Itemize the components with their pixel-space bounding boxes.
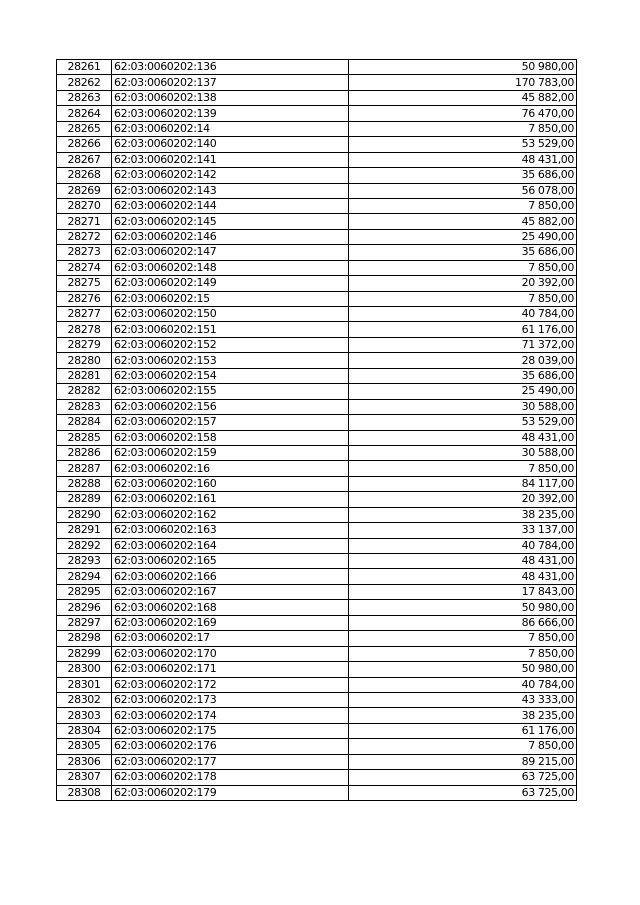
- table-row: [57, 631, 577, 646]
- row-number-cell: 28303: [57, 708, 112, 723]
- row-number-cell: 28271: [57, 214, 112, 229]
- row-number-cell: 28276: [57, 291, 112, 306]
- row-number-cell: 28281: [57, 368, 112, 383]
- cadastral-value-cell: 56 078,00: [349, 183, 577, 198]
- row-number-cell: 28284: [57, 415, 112, 430]
- cadastral-value-cell: 7 850,00: [349, 121, 577, 136]
- cadastral-value-cell: 50 980,00: [349, 60, 577, 75]
- cadastral-number-cell: 62:03:0060202:141: [112, 152, 349, 167]
- row-number-cell: 28287: [57, 461, 112, 476]
- table-row: [57, 600, 577, 615]
- cadastral-value-cell: 170 783,00: [349, 75, 577, 90]
- cadastral-value-cell: 40 784,00: [349, 677, 577, 692]
- cadastral-number-cell: 62:03:0060202:176: [112, 739, 349, 754]
- table-row: [57, 615, 577, 630]
- cadastral-number-cell: 62:03:0060202:159: [112, 445, 349, 460]
- row-number-cell: 28278: [57, 322, 112, 337]
- row-number-cell: 28274: [57, 260, 112, 275]
- cadastral-number-cell: 62:03:0060202:153: [112, 353, 349, 368]
- table-row: [57, 461, 577, 476]
- row-number-cell: 28289: [57, 492, 112, 507]
- table-row: [57, 677, 577, 692]
- cadastral-value-cell: 17 843,00: [349, 584, 577, 599]
- row-number-cell: 28298: [57, 631, 112, 646]
- row-number-cell: 28266: [57, 137, 112, 152]
- cadastral-number-cell: 62:03:0060202:152: [112, 337, 349, 352]
- table-row: [57, 646, 577, 661]
- cadastral-value-cell: 89 215,00: [349, 754, 577, 769]
- cadastral-number-cell: 62:03:0060202:158: [112, 430, 349, 445]
- row-number-cell: 28279: [57, 337, 112, 352]
- cadastral-value-cell: 20 392,00: [349, 492, 577, 507]
- table-row: [57, 291, 577, 306]
- cadastral-value-cell: 48 431,00: [349, 554, 577, 569]
- row-number-cell: 28273: [57, 245, 112, 260]
- row-number-cell: 28261: [57, 60, 112, 75]
- cadastral-value-cell: 84 117,00: [349, 476, 577, 491]
- cadastral-value-cell: 7 850,00: [349, 646, 577, 661]
- cadastral-value-cell: 7 850,00: [349, 198, 577, 213]
- cadastral-number-cell: 62:03:0060202:171: [112, 662, 349, 677]
- cadastral-value-cell: 30 588,00: [349, 399, 577, 414]
- cadastral-value-cell: 40 784,00: [349, 307, 577, 322]
- row-number-cell: 28286: [57, 445, 112, 460]
- cadastral-value-cell: 7 850,00: [349, 291, 577, 306]
- row-number-cell: 28263: [57, 90, 112, 105]
- row-number-cell: 28288: [57, 476, 112, 491]
- cadastral-value-cell: 35 686,00: [349, 245, 577, 260]
- table-body: [57, 60, 577, 801]
- cadastral-value-cell: 7 850,00: [349, 631, 577, 646]
- table-row: [57, 708, 577, 723]
- row-number-cell: 28294: [57, 569, 112, 584]
- cadastral-number-cell: 62:03:0060202:145: [112, 214, 349, 229]
- table-row: [57, 75, 577, 90]
- table-row: [57, 60, 577, 75]
- cadastral-value-cell: 33 137,00: [349, 523, 577, 538]
- table-row: [57, 430, 577, 445]
- table-row: [57, 229, 577, 244]
- table-row: [57, 584, 577, 599]
- cadastral-number-cell: 62:03:0060202:167: [112, 584, 349, 599]
- cadastral-number-cell: 62:03:0060202:160: [112, 476, 349, 491]
- table-row: [57, 260, 577, 275]
- cadastral-number-cell: 62:03:0060202:146: [112, 229, 349, 244]
- cadastral-value-cell: 61 176,00: [349, 723, 577, 738]
- table-row: [57, 245, 577, 260]
- table-row: [57, 121, 577, 136]
- table-row: [57, 723, 577, 738]
- cadastral-number-cell: 62:03:0060202:148: [112, 260, 349, 275]
- cadastral-number-cell: 62:03:0060202:156: [112, 399, 349, 414]
- table-row: [57, 754, 577, 769]
- row-number-cell: 28300: [57, 662, 112, 677]
- row-number-cell: 28283: [57, 399, 112, 414]
- table-row: [57, 523, 577, 538]
- row-number-cell: 28304: [57, 723, 112, 738]
- cadastral-number-cell: 62:03:0060202:139: [112, 106, 349, 121]
- cadastral-number-cell: 62:03:0060202:15: [112, 291, 349, 306]
- cadastral-value-cell: 7 850,00: [349, 260, 577, 275]
- row-number-cell: 28282: [57, 384, 112, 399]
- row-number-cell: 28277: [57, 307, 112, 322]
- cadastral-value-cell: 7 850,00: [349, 461, 577, 476]
- table-row: [57, 554, 577, 569]
- cadastral-value-cell: 25 490,00: [349, 229, 577, 244]
- row-number-cell: 28275: [57, 276, 112, 291]
- cadastral-number-cell: 62:03:0060202:137: [112, 75, 349, 90]
- table-row: [57, 538, 577, 553]
- cadastral-value-cell: 35 686,00: [349, 168, 577, 183]
- cadastral-number-cell: 62:03:0060202:16: [112, 461, 349, 476]
- table-row: [57, 476, 577, 491]
- cadastral-number-cell: 62:03:0060202:164: [112, 538, 349, 553]
- table-row: [57, 353, 577, 368]
- cadastral-number-cell: 62:03:0060202:163: [112, 523, 349, 538]
- cadastral-number-cell: 62:03:0060202:14: [112, 121, 349, 136]
- table-row: [57, 692, 577, 707]
- cadastral-number-cell: 62:03:0060202:179: [112, 785, 349, 800]
- table-row: [57, 368, 577, 383]
- cadastral-number-cell: 62:03:0060202:165: [112, 554, 349, 569]
- cadastral-value-cell: 61 176,00: [349, 322, 577, 337]
- cadastral-value-cell: 45 882,00: [349, 90, 577, 105]
- row-number-cell: 28265: [57, 121, 112, 136]
- cadastral-number-cell: 62:03:0060202:177: [112, 754, 349, 769]
- row-number-cell: 28262: [57, 75, 112, 90]
- table-row: [57, 445, 577, 460]
- cadastral-value-cell: 50 980,00: [349, 662, 577, 677]
- cadastral-number-cell: 62:03:0060202:161: [112, 492, 349, 507]
- cadastral-value-table: [56, 59, 577, 801]
- table-row: [57, 183, 577, 198]
- cadastral-value-cell: 30 588,00: [349, 445, 577, 460]
- row-number-cell: 28280: [57, 353, 112, 368]
- cadastral-number-cell: 62:03:0060202:136: [112, 60, 349, 75]
- table-row: [57, 106, 577, 121]
- row-number-cell: 28307: [57, 770, 112, 785]
- cadastral-number-cell: 62:03:0060202:168: [112, 600, 349, 615]
- row-number-cell: 28285: [57, 430, 112, 445]
- row-number-cell: 28308: [57, 785, 112, 800]
- table-row: [57, 198, 577, 213]
- table-row: [57, 337, 577, 352]
- table-row: [57, 214, 577, 229]
- cadastral-number-cell: 62:03:0060202:149: [112, 276, 349, 291]
- cadastral-value-cell: 7 850,00: [349, 739, 577, 754]
- row-number-cell: 28269: [57, 183, 112, 198]
- cadastral-number-cell: 62:03:0060202:175: [112, 723, 349, 738]
- cadastral-value-cell: 35 686,00: [349, 368, 577, 383]
- cadastral-number-cell: 62:03:0060202:173: [112, 692, 349, 707]
- table-row: [57, 307, 577, 322]
- cadastral-value-cell: 38 235,00: [349, 507, 577, 522]
- row-number-cell: 28301: [57, 677, 112, 692]
- cadastral-number-cell: 62:03:0060202:144: [112, 198, 349, 213]
- row-number-cell: 28305: [57, 739, 112, 754]
- row-number-cell: 28267: [57, 152, 112, 167]
- table-row: [57, 569, 577, 584]
- cadastral-number-cell: 62:03:0060202:169: [112, 615, 349, 630]
- cadastral-number-cell: 62:03:0060202:178: [112, 770, 349, 785]
- cadastral-value-cell: 43 333,00: [349, 692, 577, 707]
- table-row: [57, 90, 577, 105]
- cadastral-number-cell: 62:03:0060202:138: [112, 90, 349, 105]
- cadastral-value-cell: 40 784,00: [349, 538, 577, 553]
- table-row: [57, 384, 577, 399]
- cadastral-value-cell: 28 039,00: [349, 353, 577, 368]
- cadastral-value-cell: 50 980,00: [349, 600, 577, 615]
- table-row: [57, 276, 577, 291]
- cadastral-value-cell: 45 882,00: [349, 214, 577, 229]
- row-number-cell: 28296: [57, 600, 112, 615]
- cadastral-value-cell: 25 490,00: [349, 384, 577, 399]
- row-number-cell: 28302: [57, 692, 112, 707]
- cadastral-number-cell: 62:03:0060202:142: [112, 168, 349, 183]
- table-row: [57, 662, 577, 677]
- cadastral-value-cell: 20 392,00: [349, 276, 577, 291]
- table-row: [57, 492, 577, 507]
- row-number-cell: 28268: [57, 168, 112, 183]
- cadastral-number-cell: 62:03:0060202:157: [112, 415, 349, 430]
- cadastral-value-cell: 48 431,00: [349, 569, 577, 584]
- cadastral-number-cell: 62:03:0060202:140: [112, 137, 349, 152]
- cadastral-number-cell: 62:03:0060202:147: [112, 245, 349, 260]
- table-row: [57, 399, 577, 414]
- row-number-cell: 28291: [57, 523, 112, 538]
- cadastral-value-cell: 53 529,00: [349, 415, 577, 430]
- row-number-cell: 28292: [57, 538, 112, 553]
- table-row: [57, 739, 577, 754]
- table-row: [57, 507, 577, 522]
- table-row: [57, 322, 577, 337]
- table-row: [57, 137, 577, 152]
- row-number-cell: 28264: [57, 106, 112, 121]
- cadastral-number-cell: 62:03:0060202:162: [112, 507, 349, 522]
- cadastral-number-cell: 62:03:0060202:143: [112, 183, 349, 198]
- cadastral-value-cell: 48 431,00: [349, 430, 577, 445]
- row-number-cell: 28290: [57, 507, 112, 522]
- row-number-cell: 28297: [57, 615, 112, 630]
- cadastral-number-cell: 62:03:0060202:17: [112, 631, 349, 646]
- cadastral-number-cell: 62:03:0060202:166: [112, 569, 349, 584]
- row-number-cell: 28295: [57, 584, 112, 599]
- row-number-cell: 28299: [57, 646, 112, 661]
- row-number-cell: 28306: [57, 754, 112, 769]
- table-row: [57, 785, 577, 800]
- row-number-cell: 28270: [57, 198, 112, 213]
- cadastral-value-cell: 63 725,00: [349, 770, 577, 785]
- cadastral-value-cell: 48 431,00: [349, 152, 577, 167]
- table-row: [57, 168, 577, 183]
- cadastral-number-cell: 62:03:0060202:154: [112, 368, 349, 383]
- cadastral-number-cell: 62:03:0060202:174: [112, 708, 349, 723]
- cadastral-number-cell: 62:03:0060202:172: [112, 677, 349, 692]
- cadastral-value-cell: 71 372,00: [349, 337, 577, 352]
- table-row: [57, 152, 577, 167]
- table-row: [57, 770, 577, 785]
- row-number-cell: 28272: [57, 229, 112, 244]
- cadastral-value-cell: 86 666,00: [349, 615, 577, 630]
- cadastral-value-cell: 53 529,00: [349, 137, 577, 152]
- cadastral-number-cell: 62:03:0060202:155: [112, 384, 349, 399]
- table-row: [57, 415, 577, 430]
- row-number-cell: 28293: [57, 554, 112, 569]
- cadastral-number-cell: 62:03:0060202:151: [112, 322, 349, 337]
- cadastral-value-cell: 76 470,00: [349, 106, 577, 121]
- cadastral-number-cell: 62:03:0060202:170: [112, 646, 349, 661]
- cadastral-value-cell: 63 725,00: [349, 785, 577, 800]
- cadastral-number-cell: 62:03:0060202:150: [112, 307, 349, 322]
- cadastral-value-cell: 38 235,00: [349, 708, 577, 723]
